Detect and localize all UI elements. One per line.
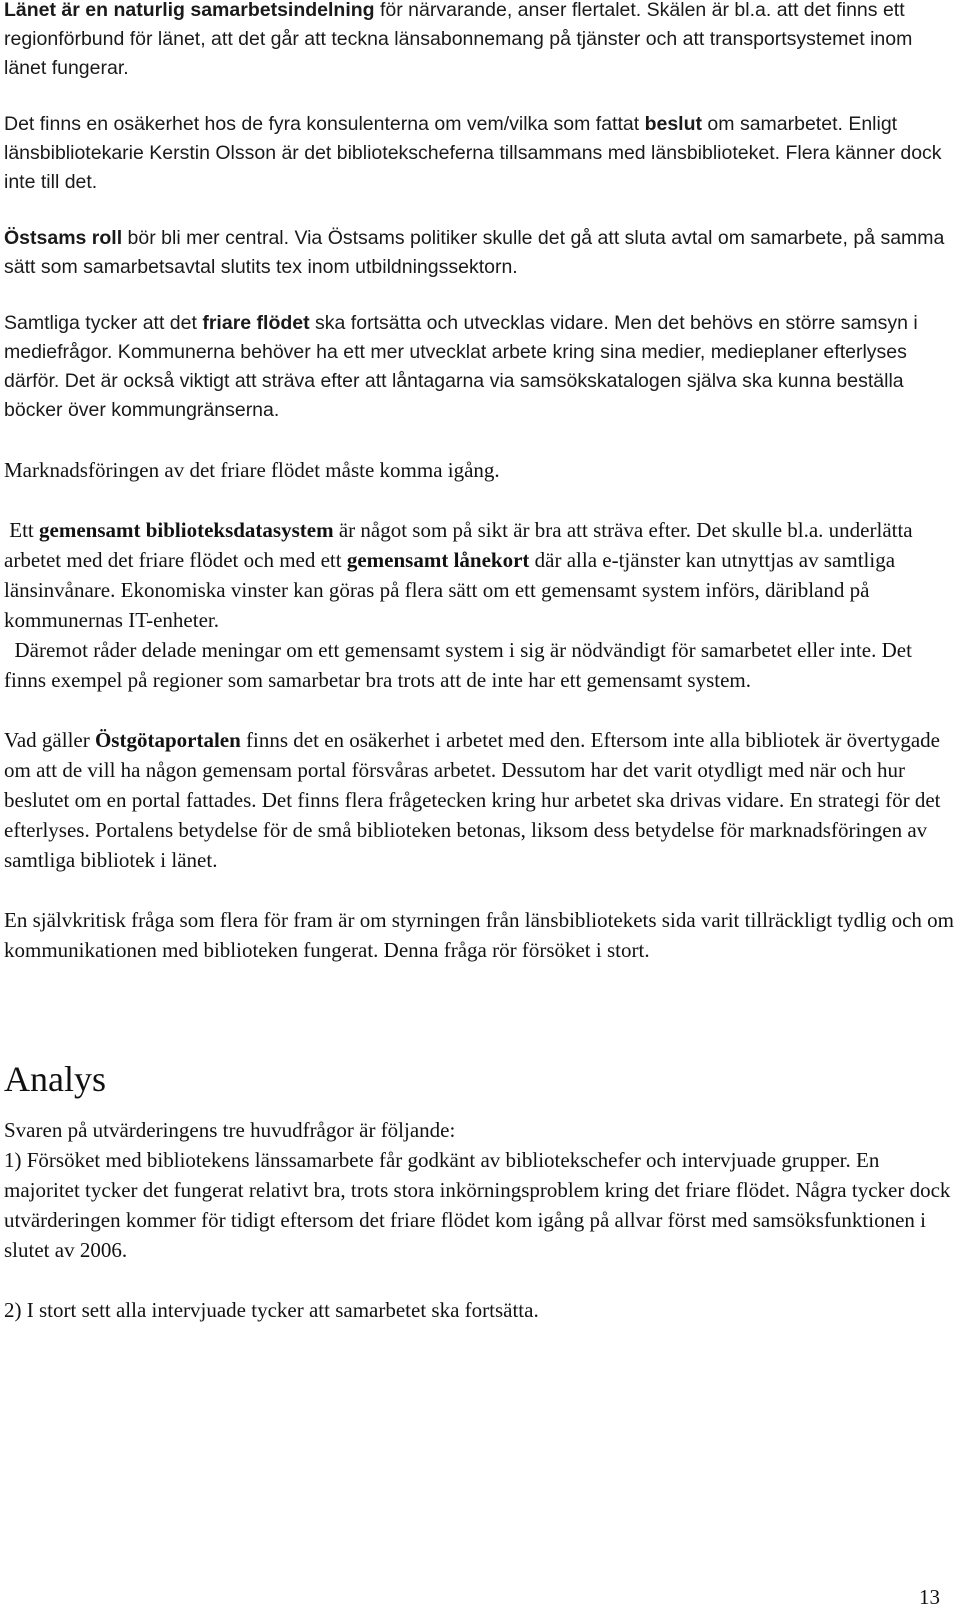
paragraph-answer-1: 1) Försöket med bibliotekens länssamarbete får godkänt av bibliotekschefer och intervjuade grupper. En majoritet tycker det fungerat relativt bra, trots stora inkörningsproblem kring det friare flödet. Några tycker dock utvärderingen kommer för tidigt eftersom det friare flödet kom igång på allvar först med samsöksfunktionen i slutet av 2006. xyxy=(4,1148,951,1262)
paragraph-text: för närvarande, anser flertalet. Skälen är bl.a. att det finns ett regionförbund för länet, att det går att teckna länsabonnemang på tjänster och att transportsystemet inom länet fungerar. xyxy=(4,0,913,79)
paragraph-text: ska fortsätta och utvecklas vidare. Men det behövs en större samsyn i mediefrågor. Kommunerna behöver ha ett mer utvecklat arbete kring sina medier, medieplaner efterlyses därför. Det är också viktigt att sträva efter att låntagarna via samsökskatalogen själva ska kunna beställa böcker över kommungränserna. xyxy=(4,312,918,421)
paragraph-text: Samtliga tycker att det xyxy=(4,312,203,334)
paragraph-text: finns det en osäkerhet i arbetet med den. Eftersom inte alla bibliotek är övertygade om att de vill ha någon gemensam portal försvåras arbetet. Dessutom har det varit otydligt med när och hur beslutet om en portal fattades. Det finns flera frågetecken kring hur arbetet ska drivas vidare. En strategi för det efterlyses. Portalens betydelse för de små biblioteken betonas, liksom dess betydelse för marknadsföringen av samtliga bibliotek i länet. xyxy=(4,728,941,872)
paragraph-text: om samarbetet. Enligt länsbibliotekarie Kerstin Olsson är det bibliotekscheferna tillsammans med länsbiblioteket. Flera känner dock inte till det. xyxy=(4,113,942,193)
paragraph-free-flow xyxy=(4,309,954,425)
bold-phrase: gemensamt lånekort xyxy=(346,548,530,572)
paragraph-regional-division xyxy=(4,0,954,83)
bold-phrase: Östgötaportalen xyxy=(94,728,241,752)
paragraph-text: Det finns en osäkerhet hos de fyra konsulenterna om vem/vilka som fattat xyxy=(4,113,645,135)
paragraph-common-system xyxy=(4,515,954,635)
bold-phrase: Östsams roll xyxy=(4,227,123,249)
paragraph-text: Vad gäller xyxy=(4,728,95,752)
section-heading: Analys xyxy=(4,1059,106,1099)
paragraph-ostgotaportalen xyxy=(4,725,954,875)
document-page xyxy=(4,0,954,1325)
paragraph-intro: Svaren på utvärderingens tre huvudfrågor är följande: xyxy=(4,1118,456,1142)
bold-phrase: gemensamt biblioteksdatasystem xyxy=(39,518,334,542)
paragraph-text: Ett xyxy=(4,518,39,542)
paragraph-decision-uncertainty xyxy=(4,110,954,197)
paragraph-ostsam-role xyxy=(4,224,954,282)
page-number: 13 xyxy=(919,1585,940,1609)
paragraph-common-system-cont: Däremot råder delade meningar om ett gemensamt system i sig är nödvändigt för samarbetet eller inte. Det finns exempel på regioner som samarbetar bra trots att de inte har ett gemensamt system. xyxy=(4,638,918,692)
paragraph-answer-2: 2) I stort sett alla intervjuade tycker att samarbetet ska fortsätta. xyxy=(4,1298,539,1322)
bold-phrase: friare flödet xyxy=(202,312,310,334)
bold-phrase: Länet är en naturlig samarbetsindelning xyxy=(4,0,375,21)
bold-phrase: beslut xyxy=(644,113,703,135)
paragraph-text: är något som på sikt är bra att sträva efter. Det skulle bl.a. underlätta arbetet med det friare flödet och med ett xyxy=(4,518,918,572)
paragraph-marketing: Marknadsföringen av det friare flödet måste komma igång. xyxy=(4,458,500,482)
paragraph-self-critique: En självkritisk fråga som flera för fram är om styrningen från länsbibliotekets sida varit tillräckligt tydlig och om kommunikationen med biblioteken fungerat. Denna fråga rör försöket i stort. xyxy=(4,908,955,962)
paragraph-text: bör bli mer central. Via Östsams politiker skulle det gå att sluta avtal om samarbete, på samma sätt som samarbetsavtal slutits tex inom utbildningssektorn. xyxy=(4,227,945,278)
paragraph-text: där alla e-tjänster kan utnyttjas av samtliga länsinvånare. Ekonomiska vinster kan göras på flera sätt om ett gemensamt system införs, däribland på kommunernas IT-enheter. xyxy=(4,548,901,632)
